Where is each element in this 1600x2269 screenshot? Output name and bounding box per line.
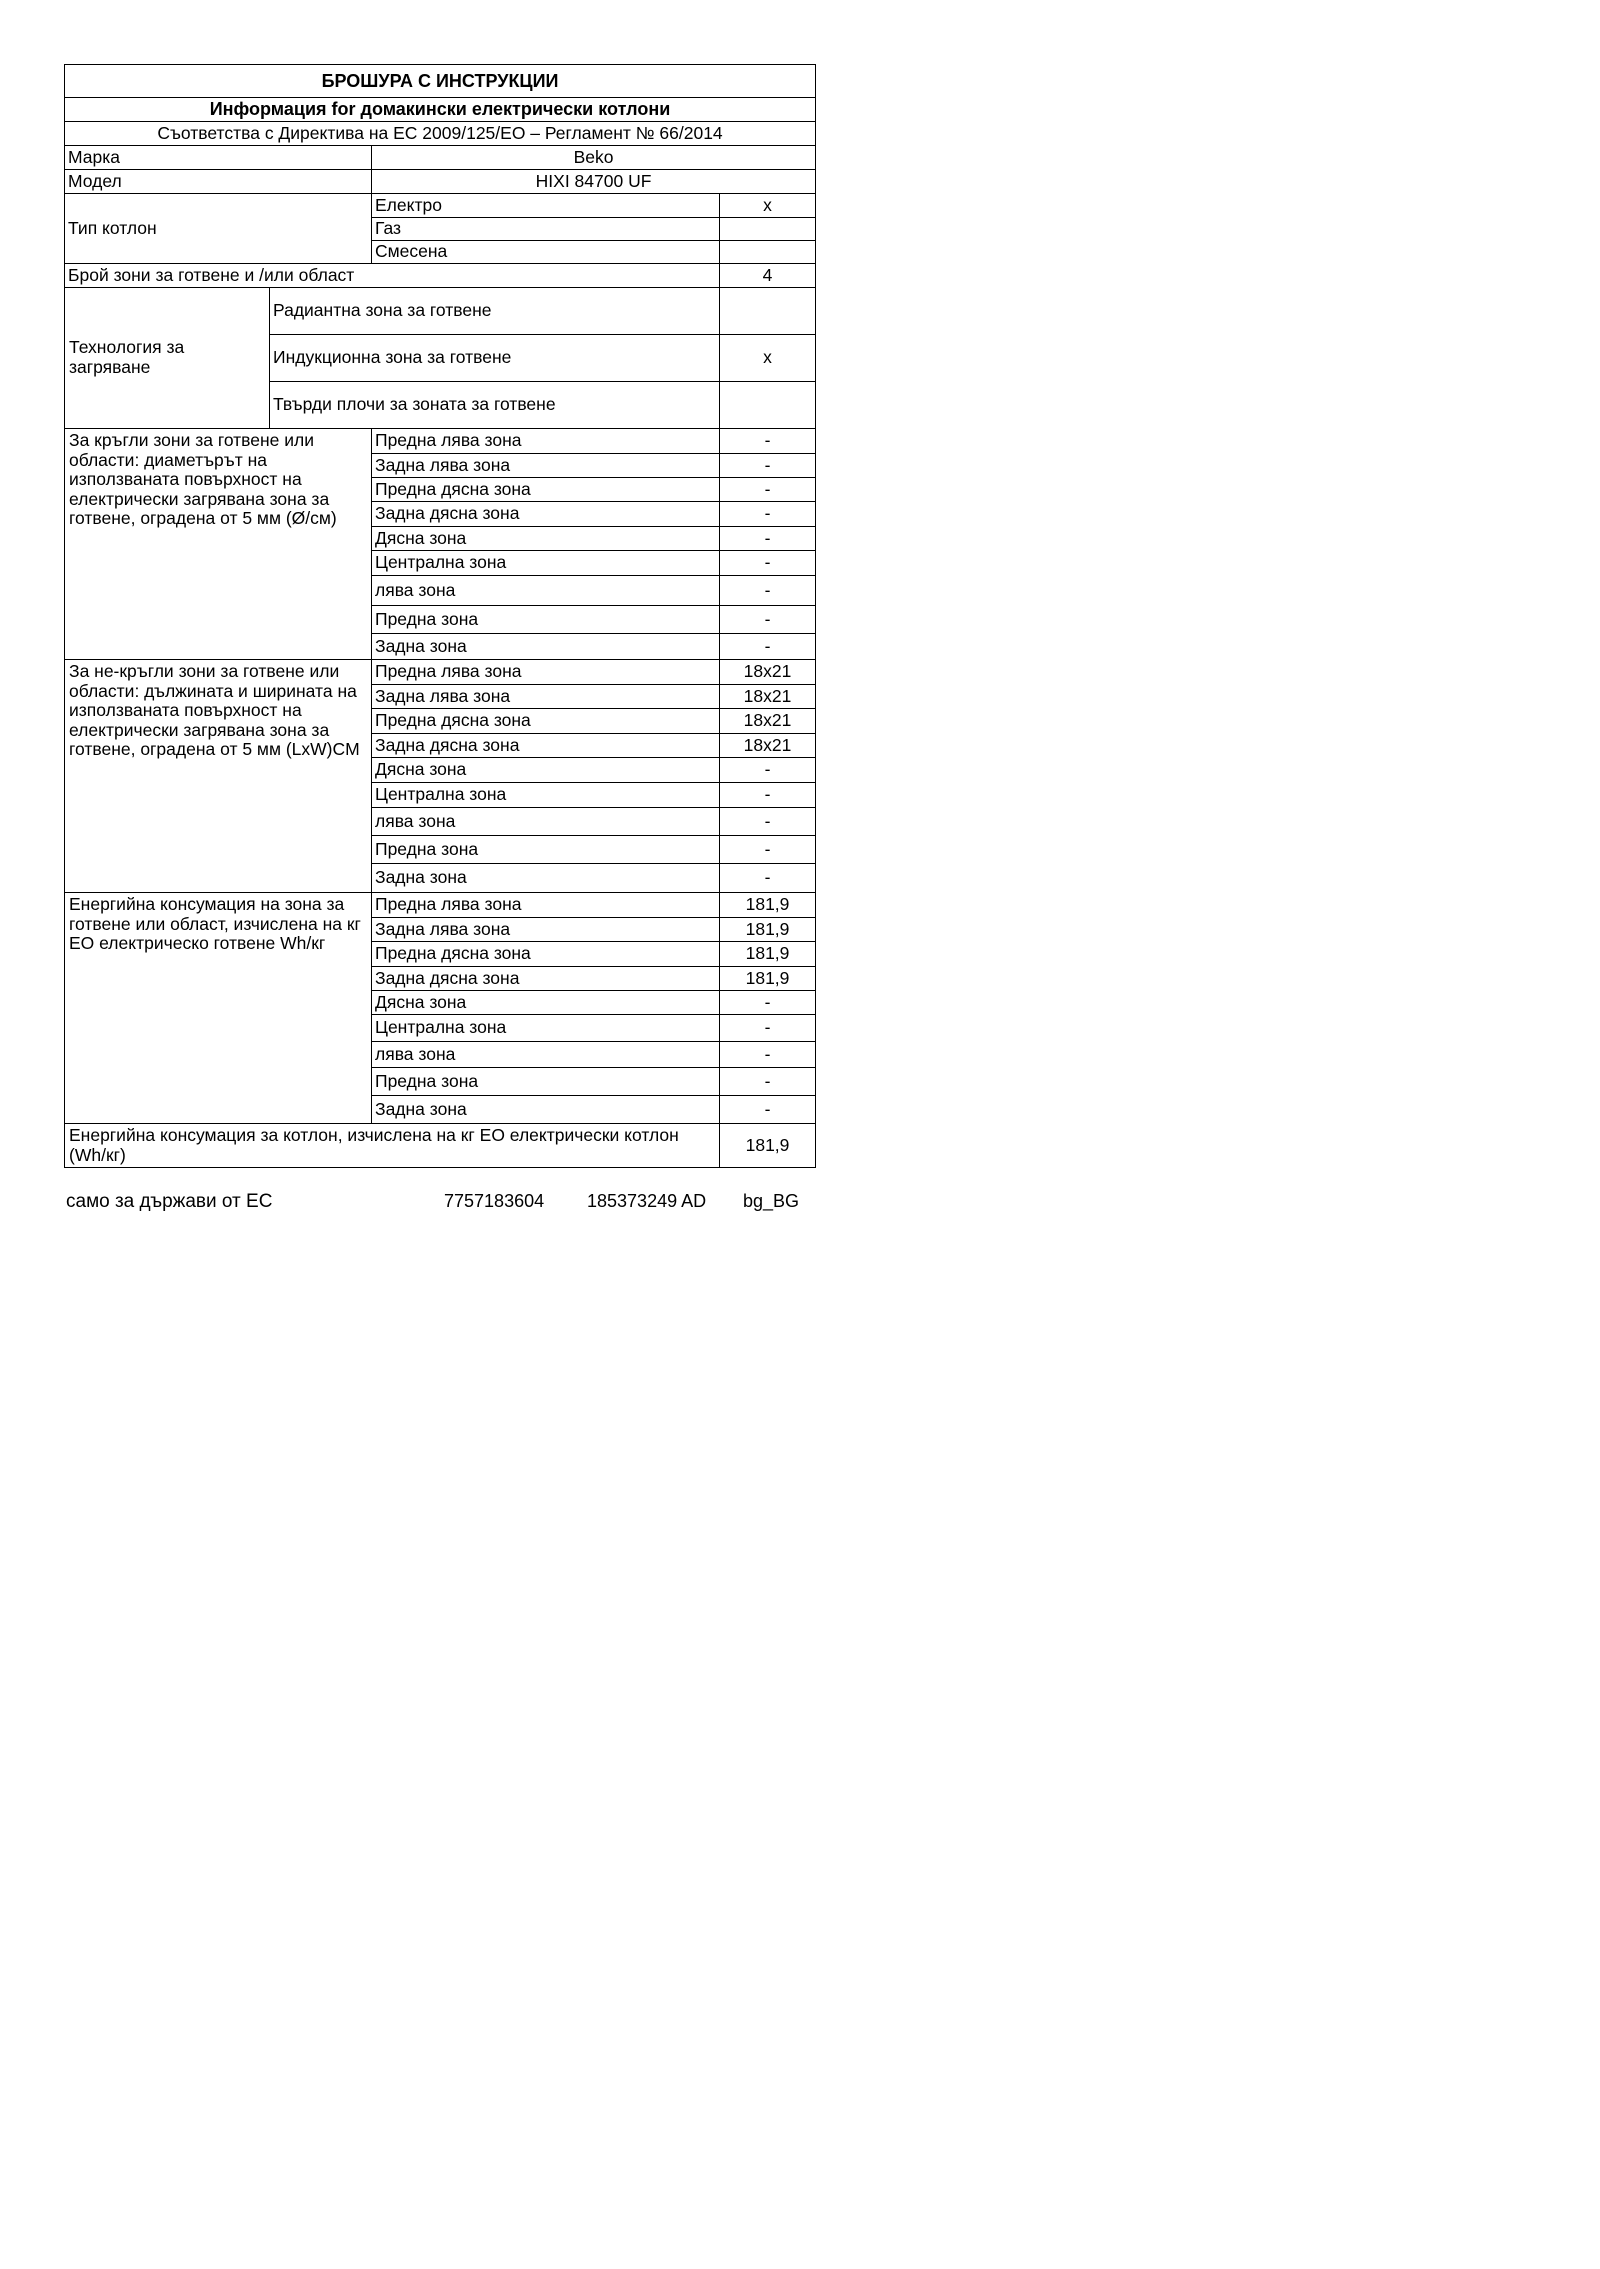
hob-type-value <box>720 218 816 241</box>
zone-label: Задна лява зона <box>372 454 720 478</box>
hob-type-value: x <box>720 194 816 218</box>
zone-value: 181,9 <box>720 942 816 967</box>
zone-label: Задна лява зона <box>372 918 720 942</box>
zone-value: - <box>720 551 816 576</box>
zone-value: - <box>720 1042 816 1068</box>
zone-label: лява зона <box>372 808 720 836</box>
zone-label: Предна лява зона <box>372 429 720 454</box>
zone-value: - <box>720 783 816 808</box>
zone-value: 18x21 <box>720 734 816 758</box>
zone-label: Предна дясна зона <box>372 709 720 734</box>
energy-total-value: 181,9 <box>720 1124 816 1168</box>
zone-label: Предна зона <box>372 836 720 864</box>
zone-value: 18x21 <box>720 660 816 685</box>
hob-type-option: Електро <box>372 194 720 218</box>
heating-technology-option: Радиантна зона за готвене <box>270 288 720 335</box>
zone-value: - <box>720 1015 816 1042</box>
heating-technology-value <box>720 382 816 429</box>
heating-technology-value: x <box>720 335 816 382</box>
zone-label: Предна дясна зона <box>372 478 720 502</box>
hob-type-option: Смесена <box>372 241 720 264</box>
zone-label: Дясна зона <box>372 527 720 551</box>
zone-value: - <box>720 1068 816 1096</box>
heating-technology-value <box>720 288 816 335</box>
zone-count-label: Брой зони за готвене и /или област <box>65 264 720 288</box>
zone-value: 181,9 <box>720 967 816 991</box>
brand-label: Марка <box>65 146 372 170</box>
hob-type-label: Тип котлон <box>65 194 372 264</box>
heating-technology-option: Твърди плочи за зоната за готвене <box>270 382 720 429</box>
zone-label: Задна дясна зона <box>372 502 720 527</box>
zone-value: - <box>720 758 816 783</box>
zone-value: 181,9 <box>720 893 816 918</box>
zone-value: - <box>720 808 816 836</box>
zone-label: Задна зона <box>372 634 720 660</box>
zone-value: - <box>720 576 816 606</box>
nonround-zones-label: За не-кръгли зони за готвене или области: дължината и ширината на използваната повърхност на електрически загрявана зона за готвене, оградена от 5 мм (LxW)CM <box>65 660 372 893</box>
zone-value: - <box>720 836 816 864</box>
zone-label: Централна зона <box>372 1015 720 1042</box>
zone-value: - <box>720 1096 816 1124</box>
zone-label: Предна лява зона <box>372 893 720 918</box>
zone-label: Дясна зона <box>372 991 720 1015</box>
zone-label: лява зона <box>372 1042 720 1068</box>
zone-value: - <box>720 606 816 634</box>
heating-technology-option: Индукционна зона за готвене <box>270 335 720 382</box>
zone-label: Предна дясна зона <box>372 942 720 967</box>
zone-label: Задна зона <box>372 864 720 893</box>
zone-label: Предна лява зона <box>372 660 720 685</box>
document-subtitle: Информация for домакински електрически котлони <box>65 98 816 122</box>
hob-type-value <box>720 241 816 264</box>
round-zones-label: За кръгли зони за готвене или области: диаметърът на използваната повърхност на електрически загрявана зона за готвене, оградена от 5 мм (Ø/см) <box>65 429 372 660</box>
zone-value: 18x21 <box>720 685 816 709</box>
zone-label: лява зона <box>372 576 720 606</box>
energy-total-label: Енергийна консумация за котлон, изчислена на кг ЕО електрически котлон (Wh/кг) <box>65 1124 720 1168</box>
zone-value: 181,9 <box>720 918 816 942</box>
zone-label: Предна зона <box>372 606 720 634</box>
hob-type-option: Газ <box>372 218 720 241</box>
document-code-ad: 185373249 AD <box>587 1191 707 1211</box>
document-title: БРОШУРА С ИНСТРУКЦИИ <box>65 65 816 98</box>
zone-label: Задна лява зона <box>372 685 720 709</box>
locale-code: bg_BG <box>743 1191 800 1211</box>
zone-value: - <box>720 478 816 502</box>
zone-label: Предна зона <box>372 1068 720 1096</box>
zone-label: Задна дясна зона <box>372 734 720 758</box>
zone-label: Задна дясна зона <box>372 967 720 991</box>
zone-label: Централна зона <box>372 551 720 576</box>
zone-value: - <box>720 454 816 478</box>
zone-label: Задна зона <box>372 1096 720 1124</box>
heating-technology-label: Технология за загряване <box>65 288 270 429</box>
zone-count-value: 4 <box>720 264 816 288</box>
document-code: 7757183604 <box>444 1191 545 1211</box>
zone-value: - <box>720 429 816 454</box>
brand-value: Beko <box>372 146 816 170</box>
model-value: HIXI 84700 UF <box>372 170 816 194</box>
directive-line: Съответства с Директива на ЕС 2009/125/ЕО – Регламент № 66/2014 <box>65 122 816 146</box>
zone-value: 18x21 <box>720 709 816 734</box>
zone-value: - <box>720 527 816 551</box>
zone-value: - <box>720 634 816 660</box>
zone-label: Централна зона <box>372 783 720 808</box>
zone-value: - <box>720 864 816 893</box>
document-footer <box>66 1191 816 1219</box>
zone-value: - <box>720 502 816 527</box>
zone-value: - <box>720 991 816 1015</box>
zone-label: Дясна зона <box>372 758 720 783</box>
model-label: Модел <box>65 170 372 194</box>
product-fiche-table <box>64 64 816 1168</box>
energy-zones-label: Енергийна консумация на зона за готвене или област, изчислена на кг ЕО електрическо готвене Wh/кг <box>65 893 372 1124</box>
eu-note: само за държави от ЕС <box>66 1191 273 1212</box>
